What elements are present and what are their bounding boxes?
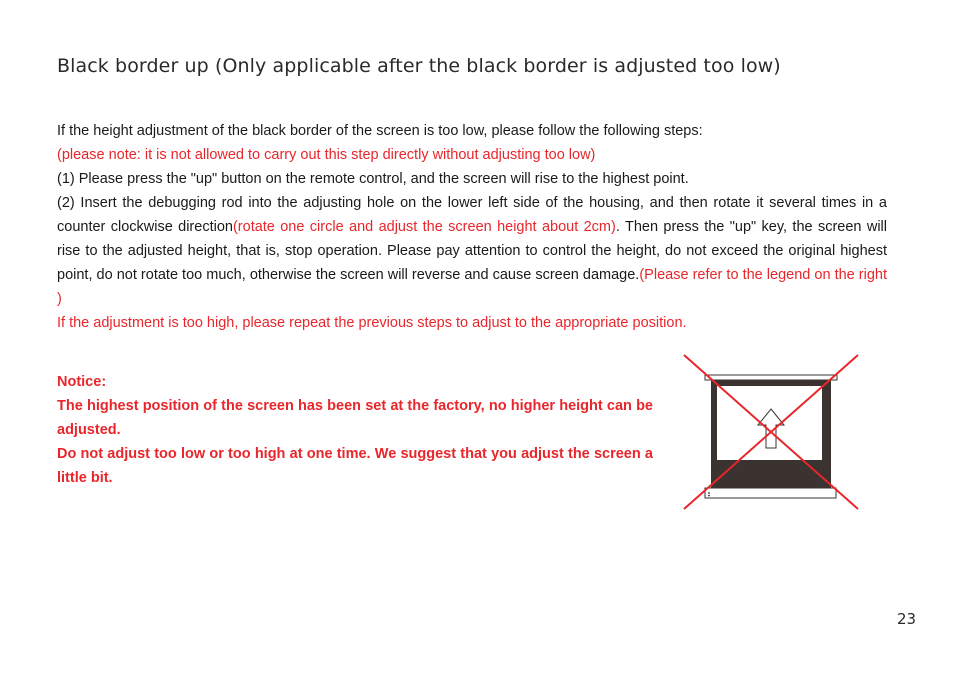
step-2-text-b: . Then press the "up" key, the screen will rise to the adjusted height, that is, stop operation. Please pay attention to control the height, do not exceed the original highest point, do not rotate too much, otherwise the screen will reverse and cause screen damage.	[57, 219, 887, 283]
step-2-text-a: (2) Insert the debugging rod into the adjusting hole on the lower left side of the housing, and then rotate it several times in a counter clockwise direction	[57, 195, 887, 235]
page-title: Black border up (Only applicable after the black border is adjusted too low)	[57, 55, 781, 77]
notice-line-1: The highest position of the screen has been set at the factory, no higher height can be adjusted.	[57, 398, 653, 438]
too-high-text: If the adjustment is too high, please repeat the previous steps to adjust to the appropriate position.	[57, 315, 687, 331]
note-text: (please note: it is not allowed to carry out this step directly without adjusting too low)	[57, 147, 596, 163]
page-number: 23	[897, 610, 917, 628]
step-2-red-a: (rotate one circle and adjust the screen height about 2cm)	[232, 219, 616, 235]
instructions-block	[57, 119, 887, 335]
notice-line-2: Do not adjust too low or too high at one time. We suggest that you adjust the screen a little bit.	[57, 446, 653, 486]
notice-block	[57, 370, 653, 490]
notice-heading: Notice:	[57, 374, 107, 390]
screen-housing-top	[705, 375, 837, 380]
adjusting-hole-icon	[708, 492, 710, 494]
step-2-paragraph	[57, 191, 887, 311]
intro-text: If the height adjustment of the black border of the screen is too low, please follow the following steps:	[57, 123, 703, 139]
step-2-red-b: (Please refer to the legend on the right )	[57, 267, 888, 307]
crossed-out-screen-up-arrow-icon	[680, 352, 862, 512]
step-1-text: (1) Please press the "up" button on the remote control, and the screen will rise to the highest point.	[57, 171, 689, 187]
screen-bottom-bar	[705, 488, 836, 498]
